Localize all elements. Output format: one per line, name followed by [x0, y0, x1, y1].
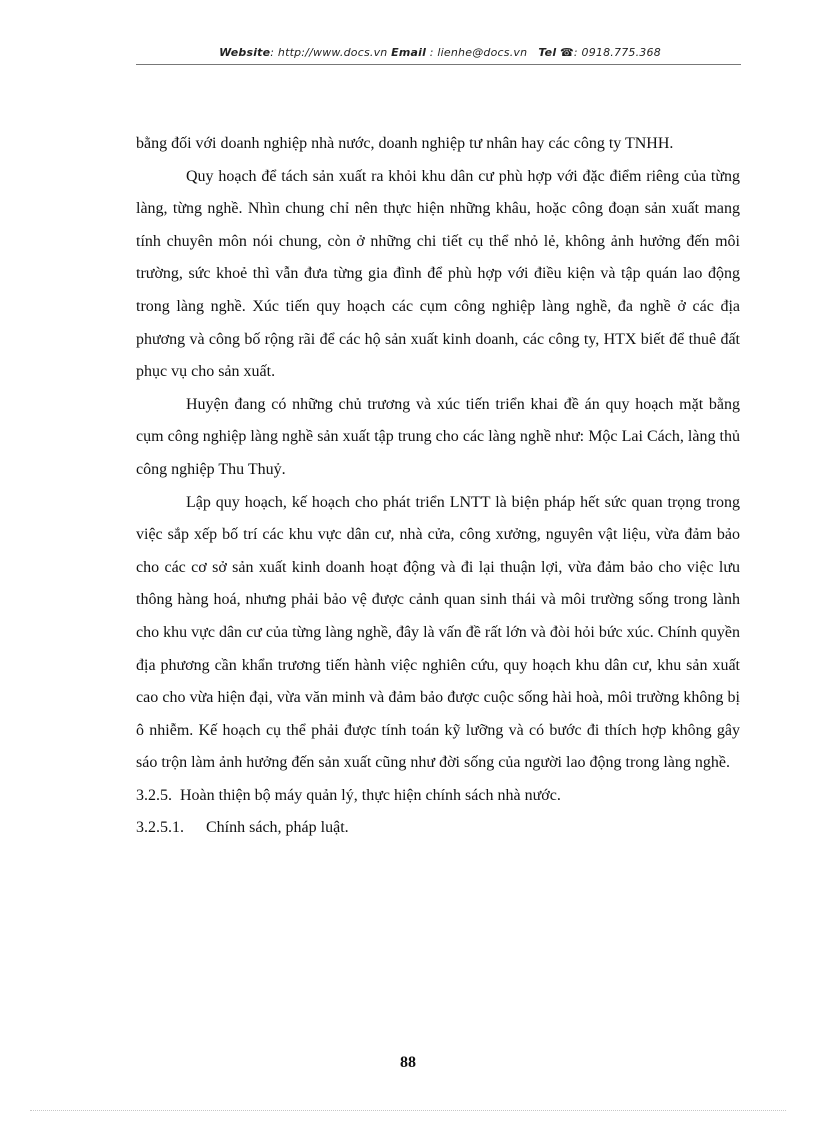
- subsection-heading: [136, 812, 740, 845]
- section-number: 3.2.5.: [136, 786, 172, 804]
- header-divider: [136, 64, 741, 65]
- website-label: Website: [219, 46, 271, 59]
- paragraph-continuation: bằng đối với doanh nghiệp nhà nước, doanh nghiệp tư nhân hay các công ty TNHH.: [136, 135, 674, 152]
- tel-value: : 0918.775.368: [573, 46, 661, 59]
- email-value: : lienhe@docs.vn: [426, 46, 528, 59]
- subsection-title: Chính sách, pháp luật.: [206, 819, 349, 837]
- page-number: 88: [400, 1054, 416, 1071]
- page-header: [140, 46, 740, 59]
- subsection-number: 3.2.5.1.: [136, 819, 184, 837]
- paragraph: Huyện đang có những chủ trương và xúc tiến triển khai đề án quy hoạch mặt bằng cụm công nghiệp làng nghề sản xuất tập trung cho các làng nghề như: Mộc Lai Cách, làng thủ công nghiệp Thu Thuỷ.: [136, 395, 740, 478]
- tel-label: Tel: [538, 46, 557, 59]
- document-body: [136, 128, 740, 845]
- section-heading: [136, 780, 740, 813]
- paragraph: Quy hoạch để tách sản xuất ra khỏi khu dân cư phù hợp với đặc điểm riêng của từng làng, từng nghề. Nhìn chung chỉ nên thực hiện những khâu, hoặc công đoạn sản xuất mang tính chuyên môn nói chung, còn ở những chi tiết cụ thể nhỏ lẻ, không ảnh hưởng đến môi trường, sức khoẻ thì vẫn đưa từng gia đình để phù hợp với điều kiện và tập quán lao động trong làng nghề. Xúc tiến quy hoạch các cụm công nghiệp làng nghề, đa nghề ở các địa phương và công bố rộng rãi để các hộ sản xuất kinh doanh, các công ty, HTX biết để thuê đất phục vụ cho sản xuất.: [136, 167, 740, 381]
- website-value: : http://www.docs.vn: [270, 46, 388, 59]
- phone-icon: ☎: [560, 46, 574, 59]
- section-title: Hoàn thiện bộ máy quản lý, thực hiện chính sách nhà nước.: [180, 786, 561, 804]
- email-label: Email: [391, 46, 427, 59]
- footer-divider: [30, 1110, 786, 1111]
- paragraph: Lập quy hoạch, kế hoạch cho phát triển LNTT là biện pháp hết sức quan trọng trong việc sắp xếp bố trí các khu vực dân cư, nhà cửa, công xưởng, nguyên vật liệu, vừa đảm bảo cho các cơ sở sản xuất kinh doanh hoạt động và đi lại thuận lợi, vừa đảm bảo cho việc lưu thông hàng hoá, nhưng phải bảo vệ được cảnh quan sinh thái và môi trường sống trong lành cho khu vực dân cư của từng làng nghề, đây là vấn đề rất lớn và đòi hỏi bức xúc. Chính quyền địa phương cần khẩn trương tiến hành việc nghiên cứu, quy hoạch khu dân cư, khu sản xuất cao cho vừa hiện đại, vừa văn minh và đảm bảo được cuộc sống hài hoà, môi trường không bị ô nhiễm. Kế hoạch cụ thể phải được tính toán kỹ lưỡng và có bước đi thích hợp không gây sáo trộn làm ảnh hưởng đến sản xuất cũng như đời sống của người lao động trong làng nghề.: [136, 493, 740, 772]
